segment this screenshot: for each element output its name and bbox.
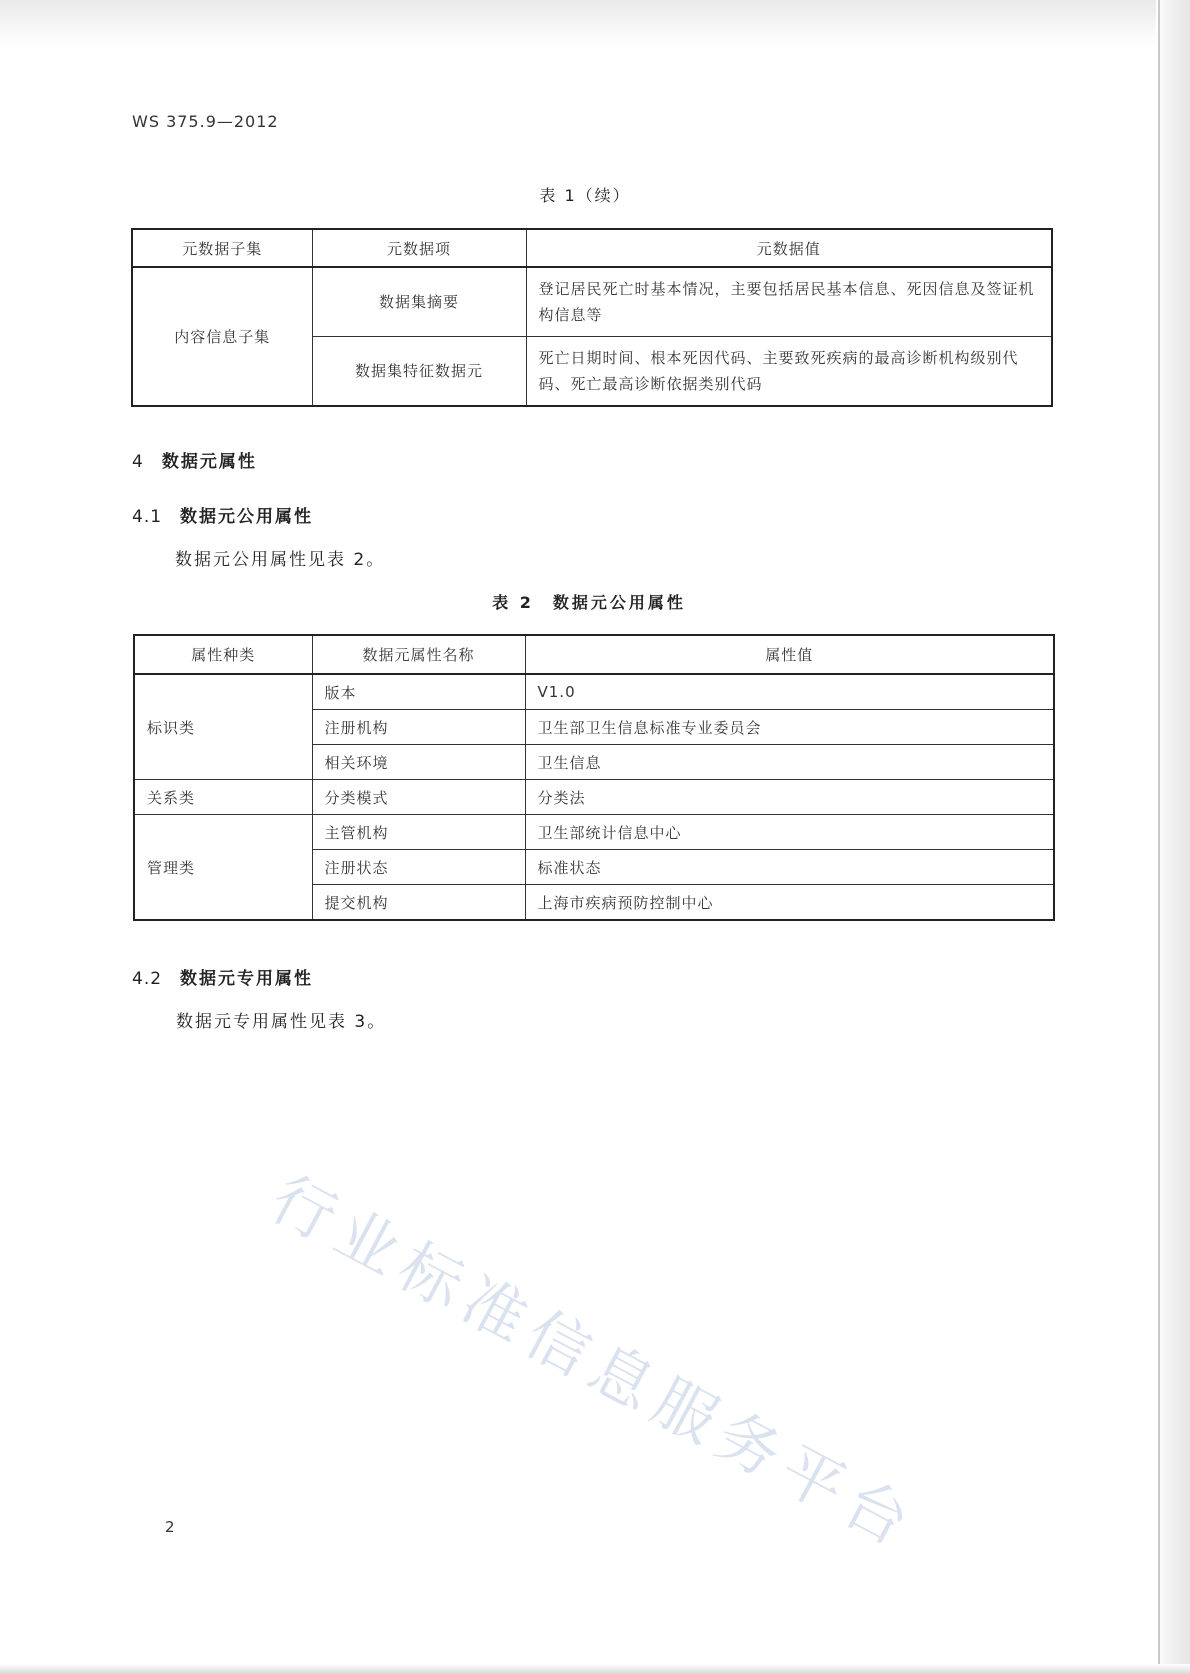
- table2: [133, 634, 1055, 921]
- table1-header-row: [132, 229, 1052, 267]
- table1-item-cell: 数据集特征数据元: [312, 337, 526, 407]
- section-number: 4: [132, 452, 144, 472]
- standard-code: WS 375.9—2012: [132, 112, 279, 131]
- section-4-1-paragraph: 数据元公用属性见表 2。: [175, 550, 386, 570]
- table-row: [134, 780, 1054, 815]
- table-row: [134, 815, 1054, 850]
- table2-value-cell: 卫生部卫生信息标准专业委员会: [525, 710, 1054, 745]
- scan-rule-right: [1158, 0, 1160, 1674]
- table1-subset-cell: 内容信息子集: [132, 267, 312, 406]
- table2-value-cell: V1.0: [525, 674, 1054, 710]
- section-title: 数据元属性: [161, 452, 257, 472]
- table2-name-cell: 主管机构: [312, 815, 525, 850]
- section-title: 数据元专用属性: [180, 969, 314, 989]
- section-4-1-heading: [132, 502, 313, 527]
- table2-header-row: [134, 635, 1054, 674]
- table1-value-cell: 登记居民死亡时基本情况，主要包括居民基本信息、死因信息及签证机构信息等: [526, 267, 1052, 337]
- page-number: 2: [165, 1518, 175, 1536]
- table-row: [134, 674, 1054, 710]
- table2-name-cell: 版本: [312, 674, 525, 710]
- table2-category-cell: 关系类: [134, 780, 312, 815]
- scan-edge-right: [1156, 0, 1190, 1674]
- table2-value-cell: 卫生部统计信息中心: [525, 815, 1054, 850]
- table1-item-cell: 数据集摘要: [312, 267, 526, 337]
- section-number: 4.2: [132, 969, 163, 989]
- table2-value-cell: 上海市疾病预防控制中心: [525, 885, 1054, 921]
- scan-edge-top: [0, 0, 1190, 48]
- table2-caption: 表 2 数据元公用属性: [492, 593, 686, 612]
- table-row: [132, 267, 1052, 337]
- table2-name-cell: 相关环境: [312, 745, 525, 780]
- table2-name-cell: 注册机构: [312, 710, 525, 745]
- table1: [131, 228, 1053, 407]
- section-4-heading: [132, 447, 257, 472]
- table2-header-cell: 属性值: [525, 635, 1054, 674]
- table1-value-cell: 死亡日期时间、根本死因代码、主要致死疾病的最高诊断机构级别代码、死亡最高诊断依据类别代码: [526, 337, 1052, 407]
- section-4-2-heading: [132, 964, 313, 989]
- table2-category-cell: 标识类: [134, 674, 312, 780]
- table1-caption: 表 1（续）: [539, 186, 631, 205]
- table2-name-cell: 提交机构: [312, 885, 525, 921]
- table2-name-cell: 分类模式: [312, 780, 525, 815]
- table2-value-cell: 卫生信息: [525, 745, 1054, 780]
- watermark: 行业标准信息服务平台: [259, 1161, 930, 1564]
- table2-value-cell: 标准状态: [525, 850, 1054, 885]
- table1-header-cell: 元数据项: [312, 229, 526, 267]
- scan-edge-bottom: [0, 1664, 1190, 1674]
- table1-header-cell: 元数据值: [526, 229, 1052, 267]
- table2-value-cell: 分类法: [525, 780, 1054, 815]
- table1-header-cell: 元数据子集: [132, 229, 312, 267]
- table2-category-cell: 管理类: [134, 815, 312, 921]
- section-4-2-paragraph: 数据元专用属性见表 3。: [176, 1012, 387, 1032]
- section-title: 数据元公用属性: [180, 507, 314, 527]
- table2-header-cell: 属性种类: [134, 635, 312, 674]
- table2-header-cell: 数据元属性名称: [312, 635, 525, 674]
- table2-name-cell: 注册状态: [312, 850, 525, 885]
- section-number: 4.1: [132, 507, 163, 527]
